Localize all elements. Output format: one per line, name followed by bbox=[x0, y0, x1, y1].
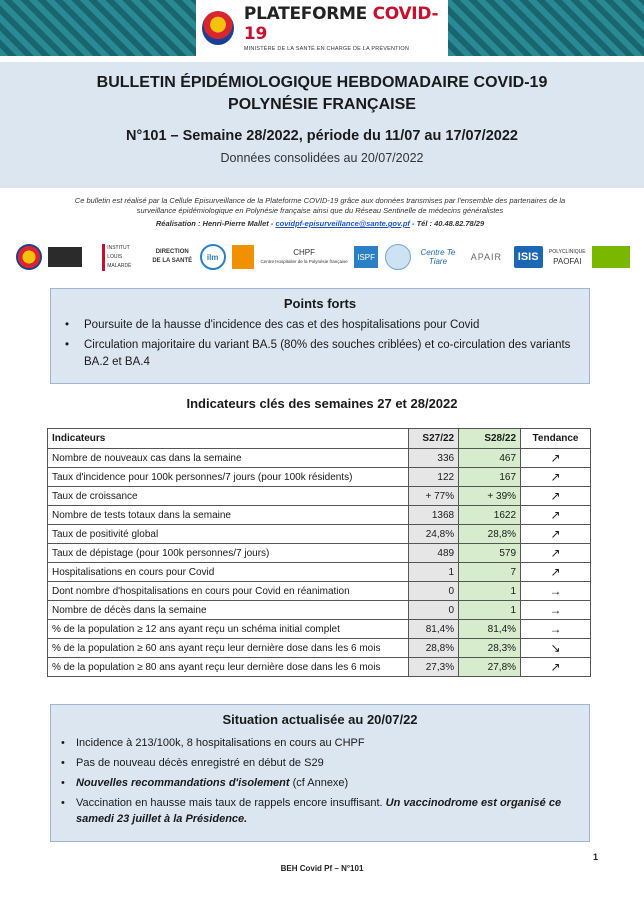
table-row bbox=[48, 544, 591, 563]
trend-arrow-icon: ↘ bbox=[521, 639, 591, 658]
table-row bbox=[48, 601, 591, 620]
value-s27: 489 bbox=[409, 544, 459, 563]
partner-logo-round bbox=[385, 244, 411, 270]
value-s27: 1 bbox=[409, 563, 459, 582]
table-row bbox=[48, 563, 591, 582]
polynesia-seal-logo bbox=[16, 244, 42, 270]
value-s27: + 77% bbox=[409, 487, 459, 506]
list-item: • Incidence à 213/100k, 8 hospitalisations en cours au CHPF bbox=[51, 735, 589, 751]
logo-centre-te-tiare: Centre Te Tiare bbox=[420, 248, 456, 266]
value-s28: 7 bbox=[459, 563, 521, 582]
partner-logo-dark bbox=[48, 247, 82, 267]
indicator-name: Taux d'incidence pour 100k personnes/7 jours (pour 100k résidents) bbox=[48, 468, 409, 487]
indicator-name: Nombre de tests totaux dans la semaine bbox=[48, 506, 409, 525]
logo-paofai: POLYCLINIQUE PAOFAI bbox=[548, 249, 586, 266]
list-item: • Circulation majoritaire du variant BA.5 (80% des souches criblées) et co-circulation des variants BA.2 et BA.4 bbox=[51, 337, 589, 371]
table-row bbox=[48, 582, 591, 601]
brand-title: PLATEFORME COVID-19 bbox=[243, 4, 439, 44]
points-forts-box bbox=[50, 288, 590, 384]
credits-realisation: Réalisation : Henri-Pierre Mallet - covidpf-episurveillance@sante.gov.pf - Tél : 40.48.82.78/29 bbox=[155, 219, 485, 228]
indicator-name: Nombre de décès dans la semaine bbox=[48, 601, 409, 620]
logo-chpf: CHPF Centre Hospitalier de la Polynésie française bbox=[260, 248, 348, 264]
table-header-row bbox=[48, 429, 591, 449]
value-s28: 167 bbox=[459, 468, 521, 487]
value-s27: 24,8% bbox=[409, 525, 459, 544]
value-s27: 336 bbox=[409, 449, 459, 468]
header-s27: S27/22 bbox=[409, 429, 459, 449]
partner-logo-green bbox=[592, 246, 630, 268]
header-s28: S28/22 bbox=[459, 429, 521, 449]
situation-title: Situation actualisée au 20/07/22 bbox=[222, 712, 418, 727]
trend-arrow-icon: → bbox=[521, 620, 591, 639]
bulletin-title: BULLETIN ÉPIDÉMIOLOGIQUE HEBDOMADAIRE COVID-19 bbox=[96, 74, 548, 91]
value-s28: 27,8% bbox=[459, 658, 521, 677]
trend-arrow-icon: → bbox=[521, 582, 591, 601]
value-s27: 0 bbox=[409, 601, 459, 620]
indicator-name: % de la population ≥ 60 ans ayant reçu leur dernière dose dans les 6 mois bbox=[48, 639, 409, 658]
list-item: • Pas de nouveau décès enregistré en début de S29 bbox=[51, 755, 589, 771]
table-row bbox=[48, 468, 591, 487]
trend-arrow-icon: → bbox=[521, 601, 591, 620]
value-s27: 1368 bbox=[409, 506, 459, 525]
list-item: • Vaccination en hausse mais taux de rappels encore insuffisant. Un vaccinodrome est organisé ce samedi 23 juillet à la Présidence. bbox=[51, 795, 589, 827]
credits bbox=[60, 196, 580, 229]
table-row bbox=[48, 639, 591, 658]
situation-list bbox=[51, 735, 589, 827]
value-s27: 122 bbox=[409, 468, 459, 487]
list-item: • Nouvelles recommandations d'isolement (cf Annexe) bbox=[51, 775, 589, 791]
situation-box bbox=[50, 704, 590, 842]
value-s27: 27,3% bbox=[409, 658, 459, 677]
logo-ilm: ilm bbox=[200, 244, 226, 270]
header-indicateurs: Indicateurs bbox=[48, 429, 409, 449]
value-s28: 81,4% bbox=[459, 620, 521, 639]
value-s28: + 39% bbox=[459, 487, 521, 506]
indicator-name: Nombre de nouveaux cas dans la semaine bbox=[48, 449, 409, 468]
partner-logos bbox=[16, 240, 630, 274]
table-row bbox=[48, 487, 591, 506]
value-s28: 1 bbox=[459, 601, 521, 620]
page-footer: BEH Covid Pf – N°101 bbox=[280, 864, 364, 873]
indicator-name: Hospitalisations en cours pour Covid bbox=[48, 563, 409, 582]
points-forts-title: Points forts bbox=[283, 296, 357, 311]
bulletin-region: POLYNÉSIE FRANÇAISE bbox=[228, 96, 416, 113]
logo-ispf: ISPF bbox=[354, 246, 378, 268]
indicator-name: % de la population ≥ 12 ans ayant reçu un schéma initial complet bbox=[48, 620, 409, 639]
table-row bbox=[48, 449, 591, 468]
value-s28: 28,3% bbox=[459, 639, 521, 658]
indicator-name: % de la population ≥ 80 ans ayant reçu leur dernière dose dans les 6 mois bbox=[48, 658, 409, 677]
value-s27: 28,8% bbox=[409, 639, 459, 658]
brand-box bbox=[196, 0, 448, 56]
table-row bbox=[48, 658, 591, 677]
credits-text: Ce bulletin est réalisé par la Cellule Episurveillance de la Plateforme COVID-19 grâce aux données transmises par l'ensemble des partenaires de la surveillance épidémiologique en Polynésie française ainsi que du Réseau Sentinelle de médecins généralistes bbox=[74, 196, 566, 215]
trend-arrow-icon: ↗ bbox=[521, 658, 591, 677]
value-s28: 1622 bbox=[459, 506, 521, 525]
trend-arrow-icon: ↗ bbox=[521, 544, 591, 563]
brand-subtitle: MINISTÈRE DE LA SANTÉ EN CHARGE DE LA PRÉVENTION bbox=[243, 46, 410, 52]
value-s27: 81,4% bbox=[409, 620, 459, 639]
bulletin-number: N°101 – Semaine 28/2022, période du 11/07 au 17/07/2022 bbox=[126, 128, 518, 144]
page-number: 1 bbox=[592, 852, 598, 862]
bulletin-consolidation-date: Données consolidées au 20/07/2022 bbox=[220, 151, 424, 165]
header-banner bbox=[0, 0, 644, 56]
logo-direction-sante: DIRECTION DE LA SANTÉ bbox=[152, 249, 193, 264]
indicator-name: Dont nombre d'hospitalisations en cours pour Covid en réanimation bbox=[48, 582, 409, 601]
list-item: • Poursuite de la hausse d'incidence des cas et des hospitalisations pour Covid bbox=[51, 317, 589, 334]
logo-apair: APAIR bbox=[470, 251, 503, 262]
indicator-name: Taux de croissance bbox=[48, 487, 409, 506]
value-s28: 467 bbox=[459, 449, 521, 468]
table-row bbox=[48, 506, 591, 525]
email-link[interactable]: covidpf-episurveillance@sante.gov.pf bbox=[275, 219, 410, 228]
trend-arrow-icon: ↗ bbox=[521, 449, 591, 468]
banner-pattern-right bbox=[448, 0, 644, 56]
value-s28: 579 bbox=[459, 544, 521, 563]
indicator-name: Taux de positivité global bbox=[48, 525, 409, 544]
header-tendance: Tendance bbox=[521, 429, 591, 449]
title-block bbox=[0, 62, 644, 188]
value-s28: 1 bbox=[459, 582, 521, 601]
table-row bbox=[48, 620, 591, 639]
trend-arrow-icon: ↗ bbox=[521, 506, 591, 525]
points-forts-list bbox=[51, 317, 589, 371]
banner-pattern-left bbox=[0, 0, 196, 56]
trend-arrow-icon: ↗ bbox=[521, 525, 591, 544]
value-s27: 0 bbox=[409, 582, 459, 601]
trend-arrow-icon: ↗ bbox=[521, 487, 591, 506]
indicators-title: Indicateurs clés des semaines 27 et 28/2022 bbox=[186, 396, 458, 411]
trend-arrow-icon: ↗ bbox=[521, 563, 591, 582]
polynesia-seal-icon bbox=[202, 11, 234, 45]
indicators-table bbox=[47, 428, 591, 677]
logo-isis: ISIS bbox=[514, 246, 543, 268]
table-row bbox=[48, 525, 591, 544]
partner-logo-institut: INSTITUT LOUIS MALARDÉ bbox=[89, 242, 145, 272]
indicator-name: Taux de dépistage (pour 100k personnes/7 jours) bbox=[48, 544, 409, 563]
trend-arrow-icon: ↗ bbox=[521, 468, 591, 487]
partner-logo-orange bbox=[232, 245, 254, 269]
value-s28: 28,8% bbox=[459, 525, 521, 544]
